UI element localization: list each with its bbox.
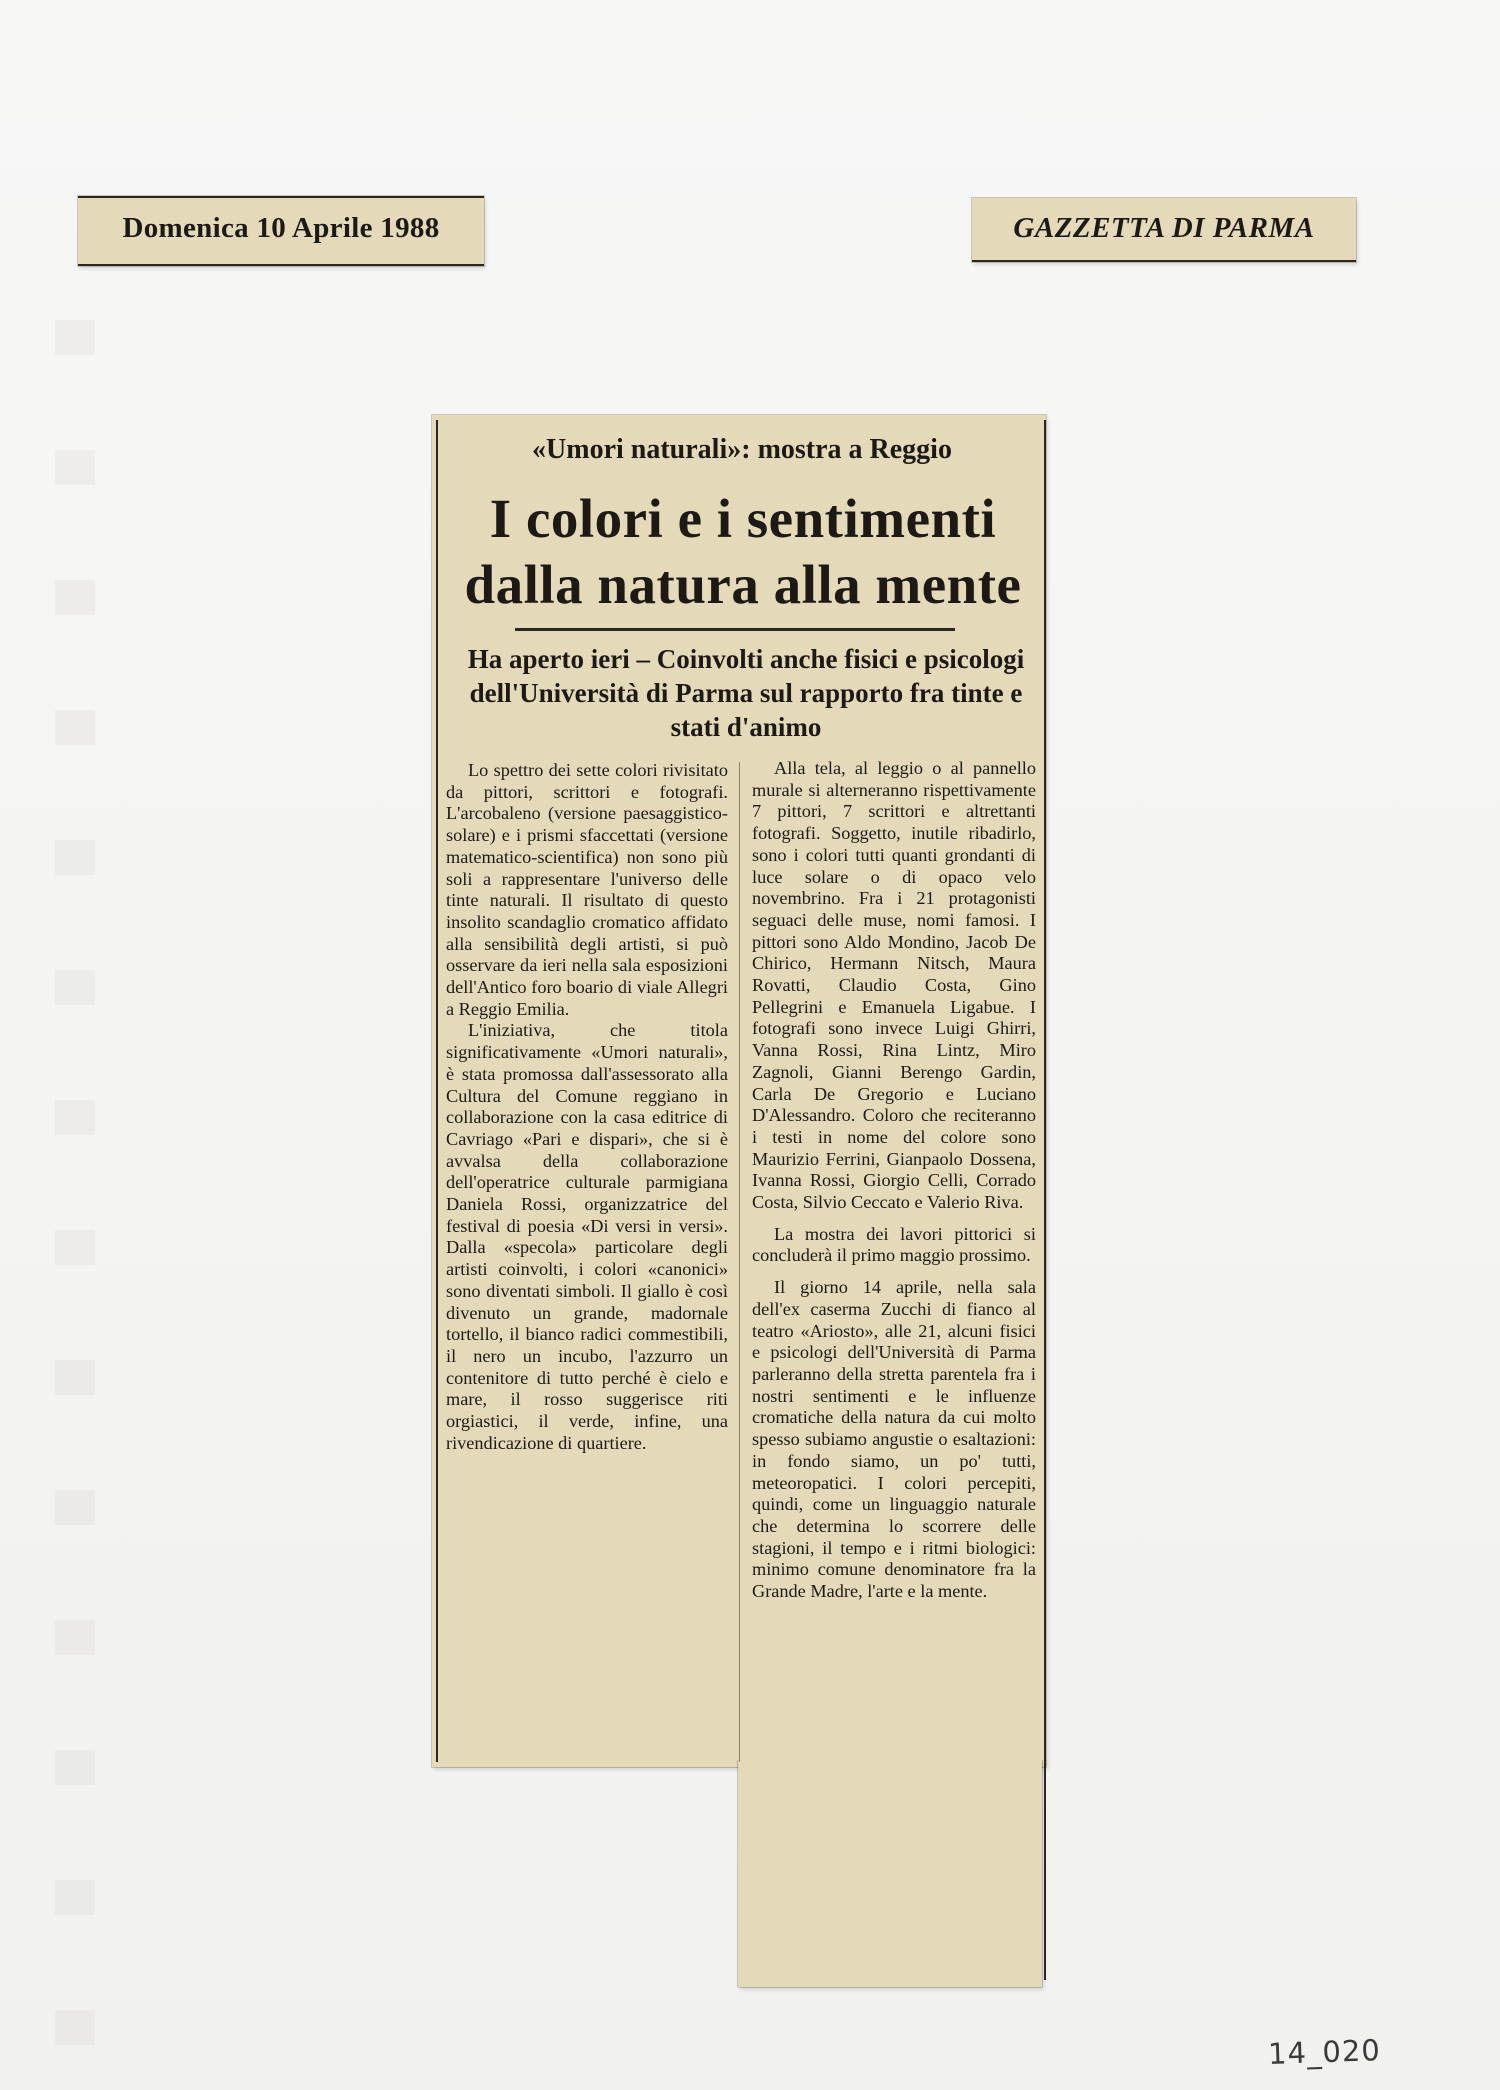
column-separator xyxy=(739,762,740,1762)
article-column-right xyxy=(752,758,1036,1603)
article-paragraph: Alla tela, al leggio o al pannello murale si alterneranno rispettivamente 7 pittori, 7 scrittori e altrettanti fotografi. Soggetto, inutile ribadirlo, sono i colori tutti quanti grondanti di luce solare o di opaco velo novembrino. Fra i 21 protagonisti seguaci delle muse, nomi famosi. I pittori sono Aldo Mondino, Jacob De Chirico, Hermann Nitsch, Maura Rovatti, Claudio Costa, Gino Pellegrini e Emanuela Ligabue. I fotografi sono invece Luigi Ghirri, Vanna Rossi, Rina Lintz, Miro Zagnoli, Gianni Berengo Gardin, Carla De Gregorio e Luciano D'Alessandro. Coloro che reciteranno i testi in nome del colore sono Maurizio Ferrini, Gianpaolo Dossena, Ivanna Rossi, Giorgio Celli, Corrado Costa, Silvio Ceccato e Valerio Riva. xyxy=(752,758,1036,1213)
article-headline xyxy=(448,486,1038,618)
article-paragraph: Lo spettro dei sette colori rivisitato da pittori, scrittori e fotografi. L'arcobaleno (versione paesaggistico-solare) e i prismi sfaccettati (versione matematico-scientifica) non sono più soli a rappresentare l'universo delle tinte naturali. Il risultato di questo insolito scandaglio cromatico affidato alla sensibilità degli artisti, si può osservare da ieri nella sala esposizioni dell'Antico foro boario di viale Allegri a Reggio Emilia. xyxy=(446,760,728,1019)
embossed-watermark xyxy=(55,260,95,2060)
clipping-border-right xyxy=(1044,420,1046,1980)
clipping-border-left xyxy=(436,420,438,1762)
article-kicker: «Umori naturali»: mostra a Reggio xyxy=(532,434,952,465)
headline-line-2: dalla natura alla mente xyxy=(464,554,1022,615)
article-subhead: Ha aperto ieri – Coinvolti anche fisici e psicologi dell'Università di Parma sul rapporto fra tinte e stati d'animo xyxy=(467,644,1025,742)
article-paragraph: La mostra dei lavori pittorici si concluderà il primo maggio prossimo. xyxy=(752,1223,1036,1266)
headline-rule xyxy=(515,628,955,631)
publication-date: Domenica 10 Aprile 1988 xyxy=(122,212,440,244)
article-column-left xyxy=(446,760,728,1455)
article-clipping-bottom xyxy=(738,1760,1042,1987)
newspaper-name: GAZZETTA DI PARMA xyxy=(1013,212,1315,244)
date-clipping xyxy=(78,196,484,266)
headline-line-1: I colori e i sentimenti xyxy=(489,488,997,549)
archive-number: 14_020 xyxy=(1267,2033,1382,2071)
newspaper-clipping xyxy=(972,198,1356,262)
article-paragraph: L'iniziativa, che titola significativamente «Umori naturali», è stata promossa dall'assessorato alla Cultura del Comune reggiano in collaborazione con la casa editrice di Cavriago «Pari e dispari», che si è avvalsa della collaborazione dell'operatrice culturale parmigiana Daniela Rossi, organizzatrice del festival di poesia «Di versi in versi». Dalla «specola» particolare degli artisti coinvolti, i colori «canonici» sono diventati simboli. Il giallo è così divenuto un grande, madornale tortello, il bianco radici commestibili, il nero un incubo, l'azzurro un contenitore di tutto perché è cielo e mare, il rosso suggerisce riti orgiastici, il verde, infine, una rivendicazione di quartiere. xyxy=(446,1020,728,1453)
article-paragraph: Il giorno 14 aprile, nella sala dell'ex caserma Zucchi di fianco al teatro «Ariosto», alle 21, alcuni fisici e psicologi dell'Università di Parma parleranno della stretta parentela fra i nostri sentimenti e le influenze cromatiche della natura da cui molto spesso subiamo angustie o esaltazioni: in fondo siamo, un po' tutti, meteoropatici. I colori percepiti, quindi, come un linguaggio naturale che determina lo scorrere delle stagioni, il tempo e i ritmi biologici: minimo comune denominatore fra la Grande Madre, l'arte e la mente. xyxy=(752,1277,1036,1602)
